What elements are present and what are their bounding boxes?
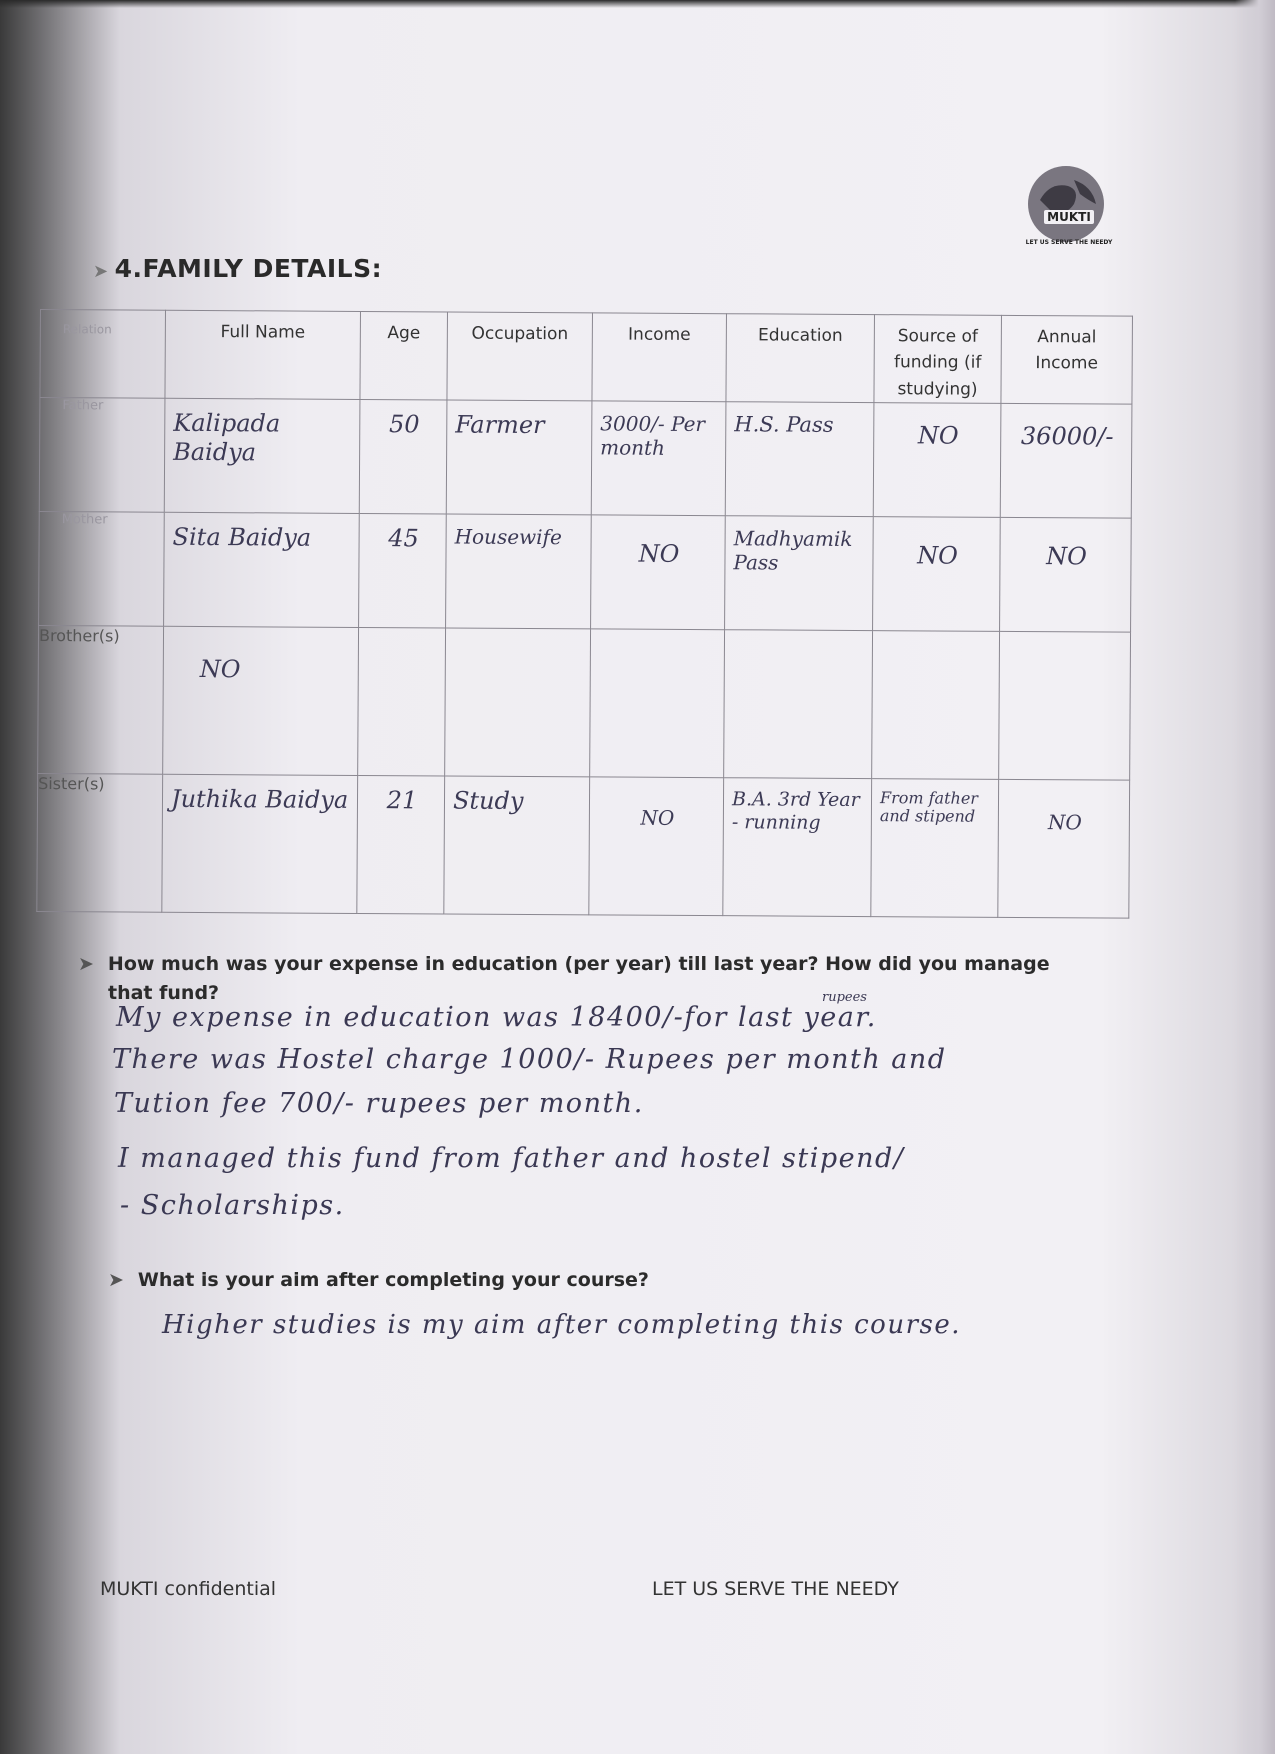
education-cell: B.A. 3rd Year - running [723, 778, 872, 917]
table-row [39, 512, 1132, 633]
header-cell: Income [592, 313, 727, 402]
answer-line: There was Hostel charge 1000/- Rupees per month and [112, 1044, 947, 1075]
page-edge [1235, 0, 1275, 1754]
table-row [39, 398, 1132, 519]
logo-tagline: LET US SERVE THE NEEDY [1025, 239, 1113, 246]
header-cell: Age [360, 311, 448, 400]
answer-line: - Scholarships. [120, 1190, 345, 1221]
occupation-cell: Housewife [446, 514, 592, 629]
income-cell [590, 629, 725, 778]
header-cell: Education [726, 314, 875, 403]
header-cell: Occupation [447, 312, 593, 401]
section-title [93, 254, 382, 283]
footer-left: MUKTI confidential [100, 1578, 277, 1600]
education-cell: H.S. Pass [725, 402, 874, 517]
relation-cell: Mother [39, 512, 165, 627]
question-expense [78, 950, 1050, 1007]
header-cell: Annual Income [1001, 315, 1133, 404]
mukti-logo [1022, 160, 1116, 254]
logo-text: MUKTI [1047, 210, 1091, 224]
age-cell: 21 [357, 775, 445, 914]
relation-cell: Brother(s) [38, 626, 164, 775]
occupation-cell [445, 628, 591, 777]
table-row [37, 774, 1130, 919]
section-title-text: 4.FAMILY DETAILS: [114, 254, 383, 283]
top-shadow [0, 0, 1275, 8]
question-text: What is your aim after completing your course? [137, 1269, 649, 1291]
source-cell [872, 631, 1000, 780]
name-cell: Sita Baidya [164, 512, 360, 627]
age-cell: 50 [359, 399, 447, 514]
footer-right: LET US SERVE THE NEEDY [652, 1578, 899, 1600]
income-cell: NO [591, 515, 726, 630]
arrow-icon: ➤ [78, 953, 94, 975]
age-cell: 45 [359, 513, 447, 628]
relation-cell: Father [39, 398, 165, 513]
annual-income-cell: 36000/- [1000, 403, 1132, 518]
occupation-cell: Study [444, 776, 590, 915]
name-cell: Juthika Baidya [162, 774, 358, 913]
answer-line: I managed this fund from father and hostel stipend/ [118, 1143, 905, 1174]
arrow-icon: ➤ [93, 261, 109, 282]
name-cell: NO [163, 626, 359, 775]
question-text: that fund? [108, 981, 220, 1004]
annual-income-cell: NO [1000, 517, 1132, 632]
education-cell [724, 630, 873, 779]
header-cell: Full Name [165, 310, 361, 399]
arrow-icon: ➤ [108, 1269, 124, 1291]
answer-line: Higher studies is my aim after completing this course. [162, 1310, 961, 1340]
table-row [38, 626, 1131, 781]
family-details-table [36, 309, 1133, 919]
header-cell: Relation [40, 310, 166, 399]
annual-income-cell: NO [998, 779, 1130, 918]
source-cell: From father and stipend [871, 779, 999, 918]
education-cell: Madhyamik Pass [725, 516, 874, 631]
income-cell: 3000/- Per month [591, 401, 726, 516]
answer-line: My expense in education was 18400/-for last year. [116, 1002, 877, 1033]
header-cell: Source of funding (if studying) [874, 315, 1002, 404]
source-cell: NO [873, 403, 1001, 518]
income-cell: NO [589, 777, 724, 916]
occupation-cell: Farmer [446, 400, 592, 515]
age-cell [358, 627, 446, 776]
question-aim [78, 1266, 649, 1295]
annual-income-cell [999, 631, 1131, 780]
relation-cell: Sister(s) [37, 774, 163, 913]
name-cell: Kalipada Baidya [164, 398, 360, 513]
inserted-note: rupees [822, 990, 867, 1005]
table-header-row [40, 310, 1133, 405]
source-cell: NO [873, 517, 1001, 632]
question-text: How much was your expense in education (per year) till last year? How did you manage [107, 953, 1050, 975]
answer-line: Tution fee 700/- rupees per month. [114, 1088, 644, 1119]
